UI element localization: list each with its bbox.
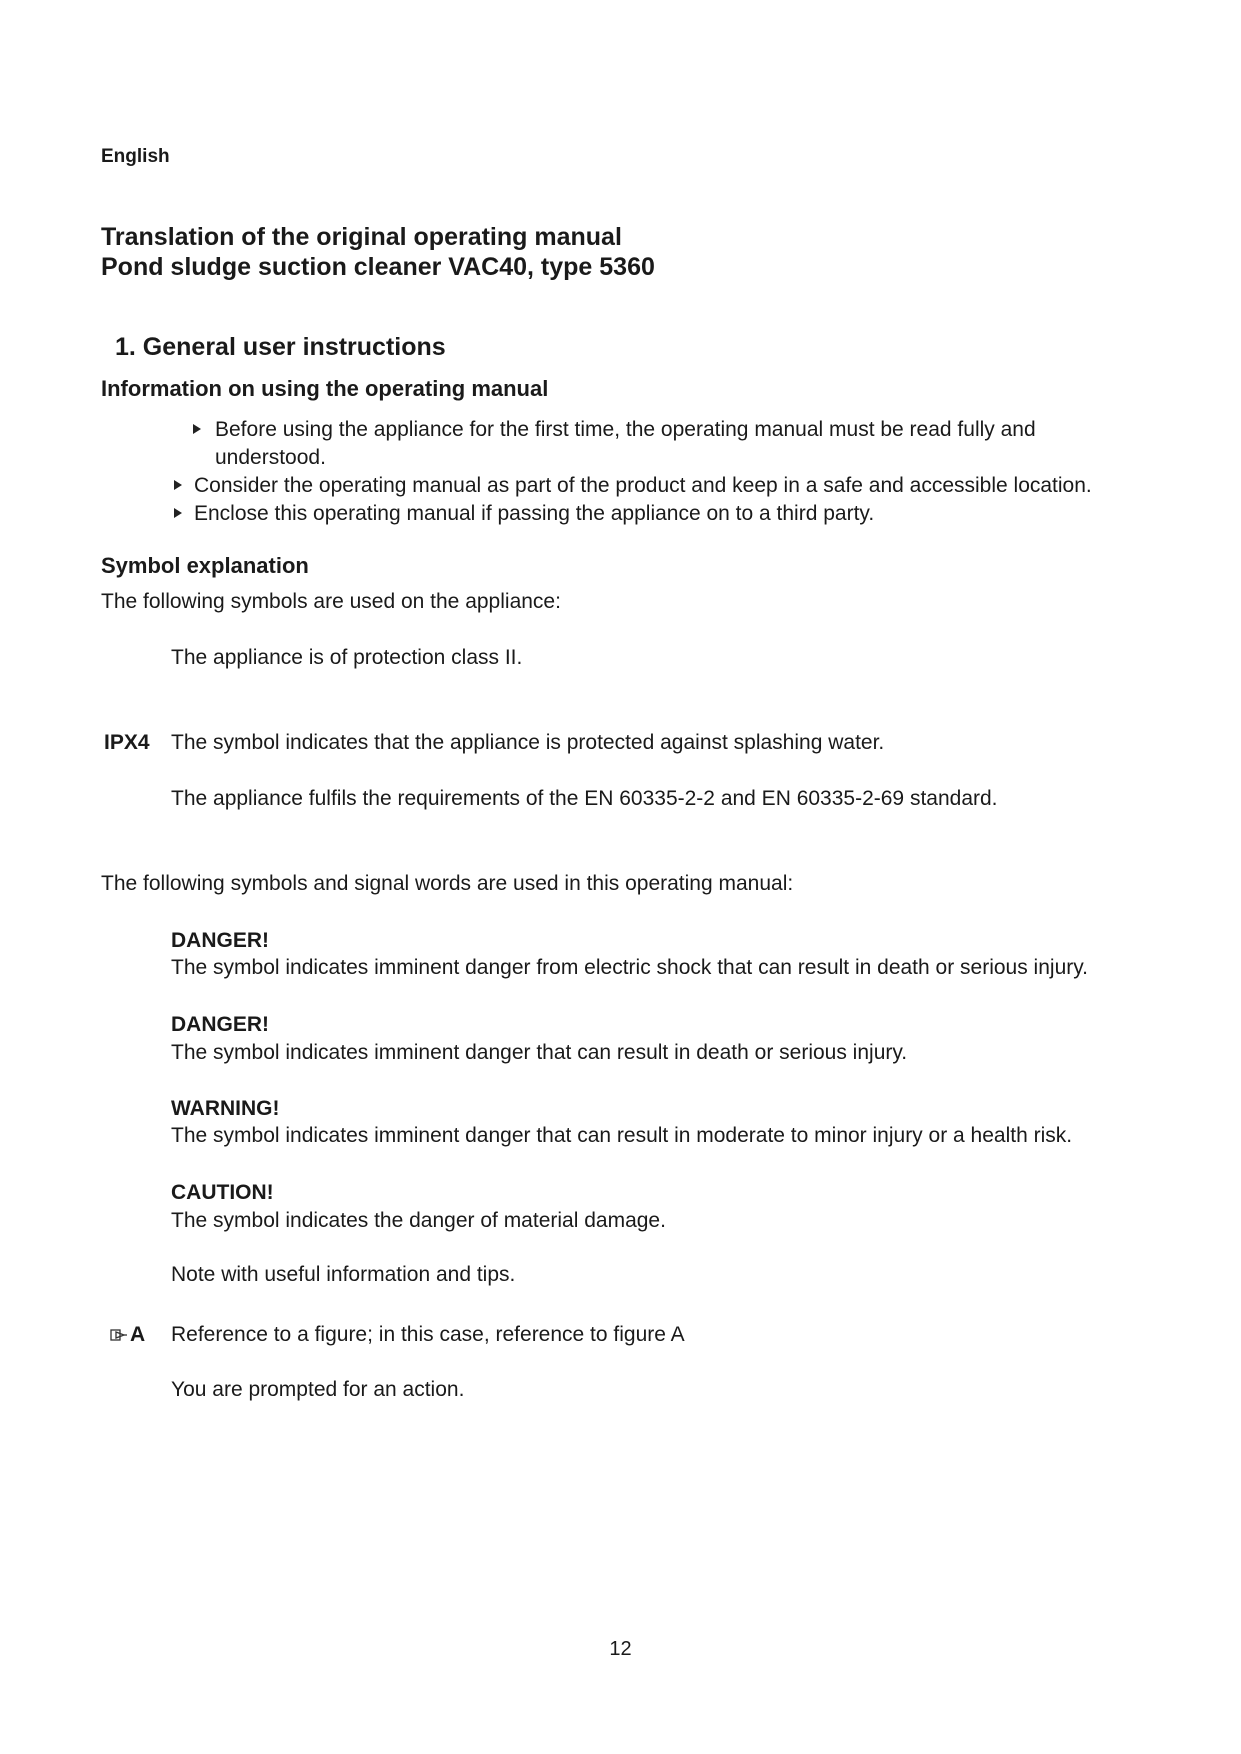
symbols-intro: The following symbols are used on the appliance: [101, 590, 561, 613]
note-text: Note with useful information and tips. [171, 1263, 516, 1286]
signal-label-danger: DANGER! [171, 1013, 269, 1036]
ipx4-code: IPX4 [104, 731, 150, 754]
signal-desc-danger-electric: The symbol indicates imminent danger from electric shock that can result in death or serious injury. [171, 956, 1089, 979]
section-heading: 1. General user instructions [115, 333, 446, 361]
page-number: 12 [609, 1638, 632, 1660]
document-title-line-1: Translation of the original operating manual [101, 223, 622, 251]
signal-desc-caution: The symbol indicates the danger of material damage. [171, 1209, 666, 1232]
action-prompt-text: You are prompted for an action. [171, 1378, 465, 1401]
signal-desc-warning: The symbol indicates imminent danger that can result in moderate to minor injury or a health risk. [171, 1124, 1073, 1147]
instruction-bullet-list [172, 416, 1132, 528]
bullet-triangle-icon [174, 480, 182, 490]
manual-symbols-intro: The following symbols and signal words are used in this operating manual: [101, 872, 794, 895]
figure-pointer-icon [110, 1328, 128, 1342]
figure-reference-symbol [110, 1323, 145, 1347]
signal-label-danger-electric: DANGER! [171, 929, 269, 952]
language-label: English [101, 146, 170, 167]
protection-class-text: The appliance is of protection class II. [171, 646, 523, 669]
list-item-text: Enclose this operating manual if passing the appliance on to a third party. [194, 502, 875, 525]
list-item-text: Before using the appliance for the first time, the operating manual must be read fully and understood. [215, 418, 1036, 469]
signal-label-warning: WARNING! [171, 1097, 280, 1120]
bullet-triangle-icon [174, 508, 182, 518]
figure-letter: A [130, 1323, 146, 1346]
standard-text: The appliance fulfils the requirements of the EN 60335-2-2 and EN 60335-2-69 standard. [171, 787, 998, 810]
list-item-text: Consider the operating manual as part of the product and keep in a safe and accessible location. [194, 474, 1092, 497]
figure-reference-text: Reference to a figure; in this case, reference to figure A [171, 1323, 685, 1346]
list-item [172, 500, 1132, 528]
list-item [172, 472, 1132, 500]
document-title-line-2: Pond sludge suction cleaner VAC40, type 5360 [101, 253, 655, 281]
list-item [172, 416, 1132, 472]
symbol-heading: Symbol explanation [101, 553, 309, 578]
bullet-triangle-icon [193, 424, 201, 434]
document-title [101, 222, 655, 282]
list-item-text-line [194, 416, 1132, 472]
info-heading: Information on using the operating manual [101, 376, 549, 401]
signal-label-caution: CAUTION! [171, 1181, 274, 1204]
signal-desc-danger: The symbol indicates imminent danger that can result in death or serious injury. [171, 1041, 908, 1064]
ipx4-text: The symbol indicates that the appliance is protected against splashing water. [171, 731, 885, 754]
